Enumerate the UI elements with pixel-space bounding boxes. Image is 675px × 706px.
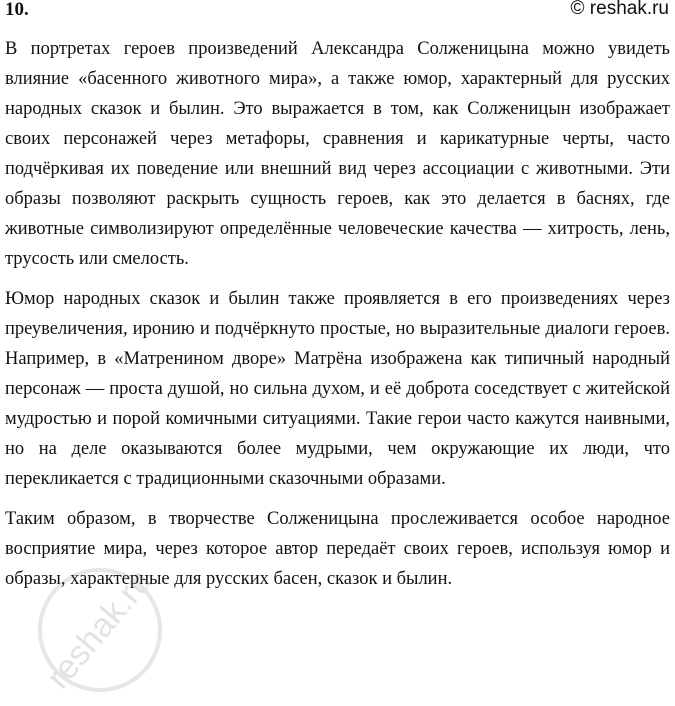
task-number: 10. bbox=[5, 0, 29, 20]
paragraph-1: В портретах героев произведений Александра Солженицына можно увидеть влияние «басенного животного мира», а также юмор, характерный для русских народных сказок и былин. Это выражается в том, как Солженицын изображает своих персонажей через метафоры, сравнения и карикатурные черты, часто подчёркивая их поведение или внешний вид через ассоциации с животными. Эти образы позволяют раскрыть сущность героев, как это делается в баснях, где животные символизируют определённые человеческие качества — хитрость, лень, трусость или смелость. bbox=[5, 39, 670, 269]
answer-text bbox=[5, 34, 670, 594]
paragraph-2: Юмор народных сказок и былин также проявляется в его произведениях через преувеличения, иронию и подчёркнуто простые, но выразительные диалоги героев. Например, в «Матренином дворе» Матрёна изображена как типичный народный персонаж — проста душой, но сильна духом, и её доброта соседствует с житейской мудростью и порой комичными ситуациями. Такие герои часто кажутся наивными, но на деле оказываются более мудрыми, чем окружающие их люди, что перекликается с традиционными сказочными образами. bbox=[5, 289, 670, 489]
page-header bbox=[0, 0, 675, 24]
copyright-label: © reshak.ru bbox=[570, 0, 669, 19]
paragraph-3: Таким образом, в творчестве Солженицына прослеживается особое народное восприятие мира, через которое автор передаёт своих героев, используя юмор и образы, характерные для русских басен, сказок и былин. bbox=[5, 509, 670, 589]
watermark-text: reshak.ru bbox=[39, 562, 160, 696]
